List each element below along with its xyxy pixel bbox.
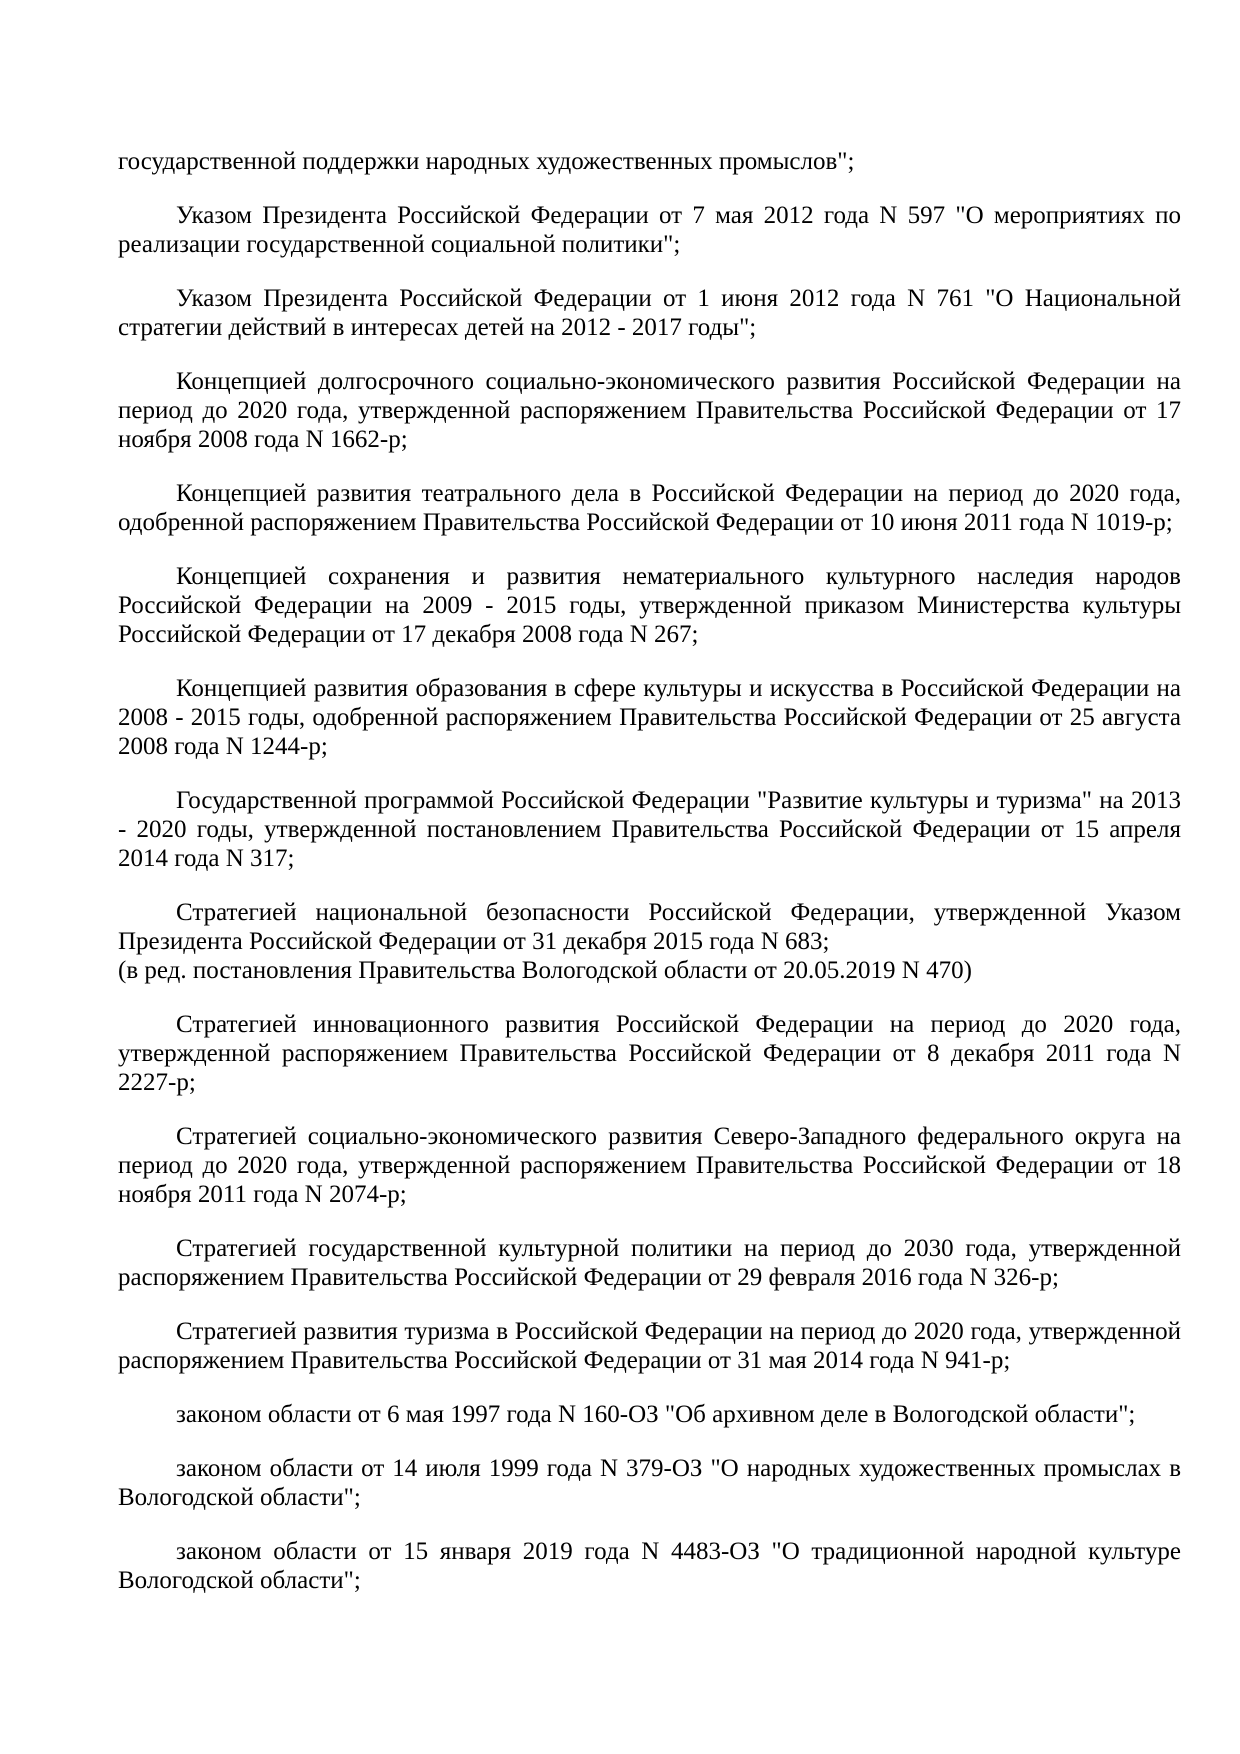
paragraph: Указом Президента Российской Федерации от 7 мая 2012 года N 597 "О мероприятиях по реализации государственной социальной политики"; bbox=[118, 202, 1181, 258]
amendment-note: (в ред. постановления Правительства Вологодской области от 20.05.2019 N 470) bbox=[118, 957, 972, 984]
paragraph: Стратегией инновационного развития Российской Федерации на период до 2020 года, утвержденной распоряжением Правительства Российской Федерации от 8 декабря 2011 года N 2227-р; bbox=[118, 1011, 1181, 1096]
paragraph: государственной поддержки народных художественных промыслов"; bbox=[118, 148, 855, 175]
paragraph: Стратегией национальной безопасности Российской Федерации, утвержденной Указом Президента Российской Федерации от 31 декабря 2015 года N 683; bbox=[118, 899, 1181, 955]
paragraph: Концепцией развития театрального дела в Российской Федерации на период до 2020 года, одобренной распоряжением Правительства Российской Федерации от 10 июня 2011 года N 1019-р; bbox=[118, 480, 1181, 536]
paragraph: Концепцией развития образования в сфере культуры и искусства в Российской Федерации на 2008 - 2015 годы, одобренной распоряжением Правительства Российской Федерации от 25 августа 2008 года N 1244-р; bbox=[118, 675, 1181, 760]
paragraph: законом области от 15 января 2019 года N 4483-ОЗ "О традиционной народной культуре Вологодской области"; bbox=[118, 1538, 1181, 1594]
paragraph: Указом Президента Российской Федерации от 1 июня 2012 года N 761 "О Национальной стратегии действий в интересах детей на 2012 - 2017 годы"; bbox=[118, 285, 1181, 341]
paragraph: Концепцией сохранения и развития нематериального культурного наследия народов Российской Федерации на 2009 - 2015 годы, утвержденной приказом Министерства культуры Российской Федерации от 17 декабря 2008 года N 267; bbox=[118, 563, 1181, 648]
paragraph: Государственной программой Российской Федерации "Развитие культуры и туризма" на 2013 - 2020 годы, утвержденной постановлением Правительства Российской Федерации от 15 апреля 2014 года N 317; bbox=[118, 787, 1181, 872]
paragraph: законом области от 6 мая 1997 года N 160-ОЗ "Об архивном деле в Вологодской области"; bbox=[176, 1401, 1136, 1428]
paragraph: Стратегией государственной культурной политики на период до 2030 года, утвержденной распоряжением Правительства Российской Федерации от 29 февраля 2016 года N 326-р; bbox=[118, 1235, 1181, 1291]
paragraph: Стратегией развития туризма в Российской Федерации на период до 2020 года, утвержденной распоряжением Правительства Российской Федерации от 31 мая 2014 года N 941-р; bbox=[118, 1318, 1181, 1374]
paragraph: законом области от 14 июля 1999 года N 379-ОЗ "О народных художественных промыслах в Вологодской области"; bbox=[118, 1455, 1181, 1511]
paragraph: Концепцией долгосрочного социально-экономического развития Российской Федерации на период до 2020 года, утвержденной распоряжением Правительства Российской Федерации от 17 ноября 2008 года N 1662-р; bbox=[118, 368, 1181, 453]
paragraph: Стратегией социально-экономического развития Северо-Западного федерального округа на период до 2020 года, утвержденной распоряжением Правительства Российской Федерации от 18 ноября 2011 года N 2074-р; bbox=[118, 1123, 1181, 1208]
